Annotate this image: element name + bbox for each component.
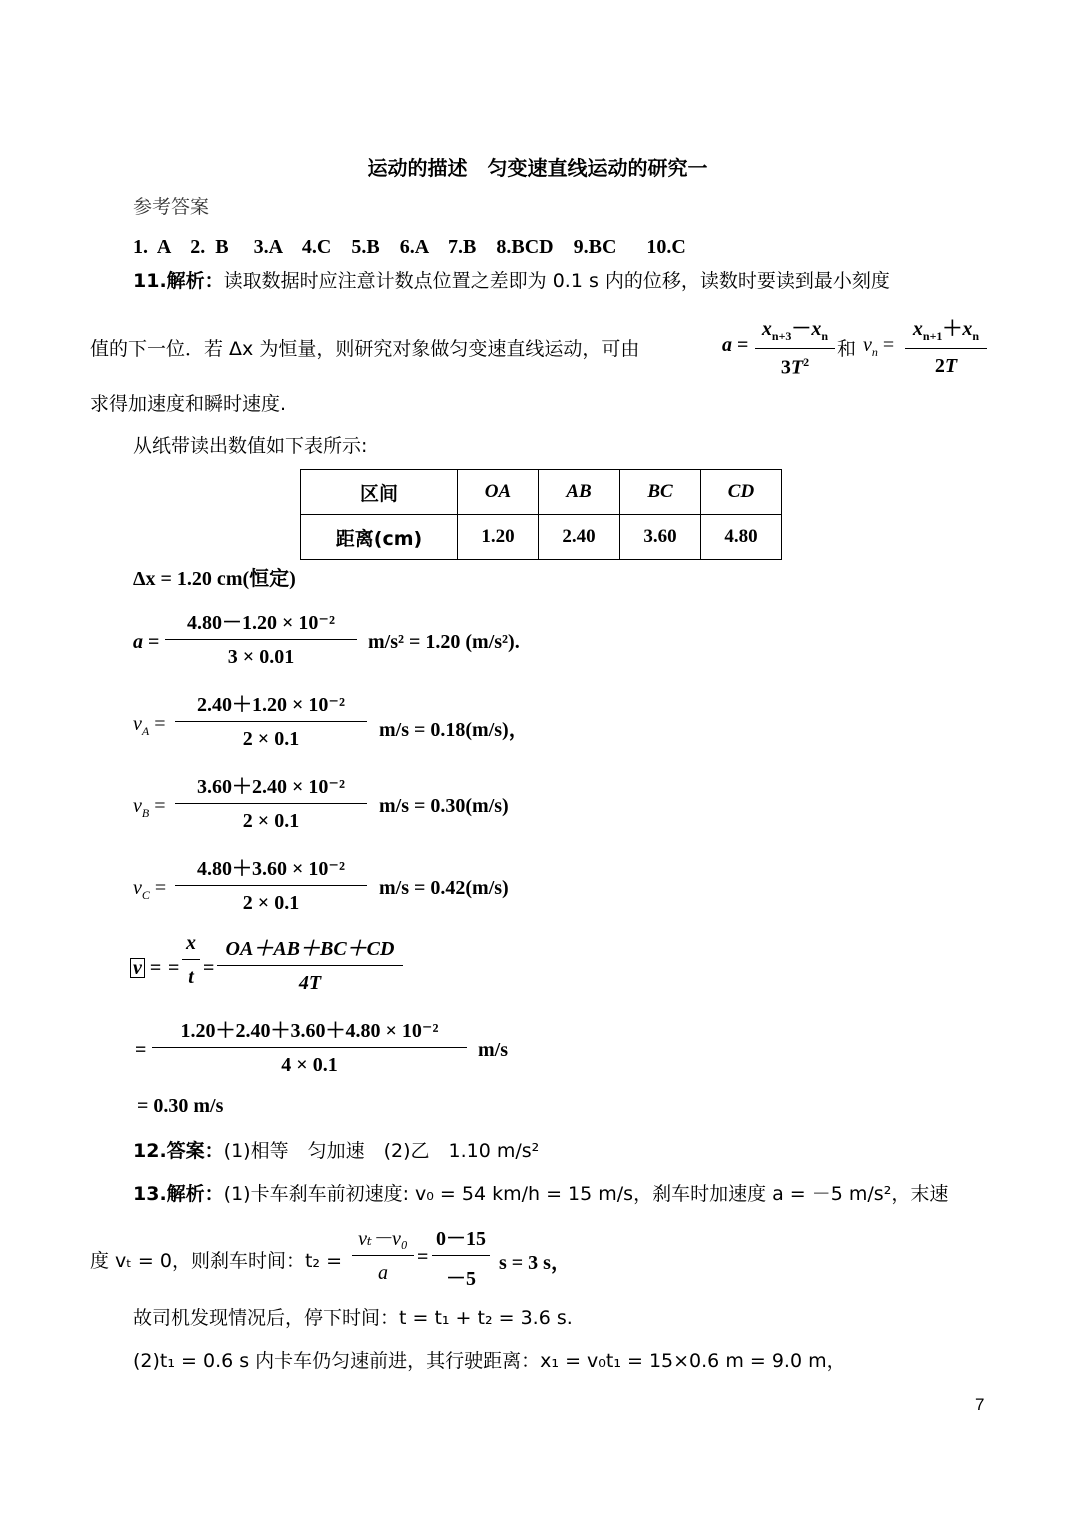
- vsum-denominator: 4 × 0.1: [281, 1054, 338, 1076]
- vC-denominator: 2 × 0.1: [242, 892, 300, 914]
- answer-key-heading: 参考答案: [133, 196, 210, 218]
- table-cell: 距离(cm): [301, 515, 458, 560]
- f1-denominator: a: [378, 1262, 388, 1284]
- table-header: CD: [701, 470, 782, 515]
- eq-sign: =: [417, 1246, 429, 1268]
- a-result: m/s² = 1.20 (m/s²).: [368, 631, 520, 653]
- page-number: 7: [975, 1395, 985, 1414]
- time-result: s = 3 s，: [499, 1252, 571, 1274]
- q13-line1: [133, 1179, 948, 1206]
- f2-numerator: 0－15: [436, 1228, 486, 1250]
- a-numerator: 4.80－1.20 × 10⁻²: [187, 612, 335, 634]
- table-header: OA: [458, 470, 539, 515]
- data-table: [300, 469, 782, 560]
- accel-formula: $x_{n+3}-x_n$ $3T^2$: [755, 312, 835, 380]
- eq-sign: =: [168, 957, 180, 979]
- a-lhs: a =: [133, 631, 160, 653]
- vB-denominator: 2 × 0.1: [242, 810, 300, 832]
- table-row: [301, 470, 782, 515]
- vA-denominator: 2 × 0.1: [242, 728, 300, 750]
- q11-text1: 读取数据时应注意计数点位置之差即为 0.1 s 内的位移，读数时要读到最小刻度: [223, 270, 890, 292]
- vbar-result: = 0.30 m/s: [137, 1095, 224, 1117]
- table-cell: 4.80: [701, 515, 782, 560]
- q11-label: 11.解析：: [133, 270, 224, 292]
- vel-formula: $x_{n+1}+x_n$ 2T: [905, 312, 987, 378]
- q13-line3: 故司机发现情况后，停下时间：t = t₁ + t₂ = 3.6 s.: [133, 1307, 573, 1329]
- f2-denominator: －5: [446, 1268, 476, 1290]
- time-fraction-1: [352, 1222, 414, 1285]
- table-cell: 2.40: [539, 515, 620, 560]
- and-text: 和: [837, 338, 857, 360]
- page-title: 运动的描述 匀变速直线运动的研究一: [367, 156, 708, 180]
- vsum-numerator: 1.20＋2.40＋3.60＋4.80 × 10⁻²: [180, 1020, 439, 1042]
- q11-line1: [133, 266, 890, 293]
- table-cell: 3.60: [620, 515, 701, 560]
- q13-label: 13.解析：: [133, 1183, 224, 1205]
- a-denominator: 3 × 0.01: [227, 646, 295, 668]
- time-fraction-2: [432, 1222, 490, 1291]
- vA-result: m/s = 0.18(m/s)，: [379, 719, 529, 741]
- q12-text: (1)相等 匀加速 (2)乙 1.10 m/s²: [223, 1140, 540, 1162]
- vB-lhs: $v_B$ =: [133, 795, 166, 820]
- answers-line: 1. A 2. B 3.A 4.C 5.B 6.A 7.B 8.BCD 9.BC 10.C: [133, 236, 686, 258]
- vC-fraction: [175, 852, 367, 915]
- q11-line4: 从纸带读出数值如下表所示:: [133, 435, 368, 457]
- vB-fraction: [175, 770, 367, 833]
- vbar-fraction: [217, 932, 403, 995]
- x-over-t: x t: [182, 932, 200, 989]
- accel-formula-lhs: a =: [722, 334, 749, 356]
- vel-formula-lhs: $v_n$ =: [863, 334, 895, 359]
- vB-result: m/s = 0.30(m/s): [379, 795, 509, 817]
- eq-sign: =: [203, 957, 215, 979]
- vA-numerator: 2.40＋1.20 × 10⁻²: [197, 694, 345, 716]
- f1-numerator: vₜ－v₀: [358, 1228, 408, 1250]
- eq-sign: =: [135, 1039, 147, 1061]
- vbar-numerator: OA＋AB＋BC＋CD: [225, 938, 395, 960]
- table-header: BC: [620, 470, 701, 515]
- vA-lhs: $v_A$ =: [133, 713, 166, 738]
- vC-numerator: 4.80＋3.60 × 10⁻²: [197, 858, 345, 880]
- vsum-unit: m/s: [478, 1039, 508, 1061]
- vbar-lhs: v =: [130, 957, 161, 980]
- q13-line4: (2)t₁ = 0.6 s 内卡车仍匀速前进，其行驶距离：x₁ = v₀t₁ = 15×0.6 m = 9.0 m，: [133, 1350, 846, 1372]
- vB-numerator: 3.60＋2.40 × 10⁻²: [197, 776, 345, 798]
- delta-x-line: Δx = 1.20 cm(恒定): [133, 568, 296, 590]
- vA-fraction: [175, 688, 367, 751]
- q11-line3: 求得加速度和瞬时速度.: [90, 393, 287, 415]
- q11-line2: 值的下一位．若 Δx 为恒量，则研究对象做匀变速直线运动，可由: [90, 338, 640, 360]
- q12-label: 12.答案：: [133, 1140, 224, 1162]
- q13-line2: 度 vₜ = 0，则刹车时间：t₂ =: [90, 1250, 343, 1272]
- q13-text1: (1)卡车刹车前初速度: v₀ = 54 km/h = 15 m/s，刹车时加速度 a = －5 m/s²，末速: [223, 1183, 949, 1205]
- vbar-denominator: 4T: [298, 972, 322, 994]
- table-row: [301, 515, 782, 560]
- a-fraction: [165, 606, 357, 669]
- vC-lhs: $v_C$ =: [133, 877, 167, 902]
- q12-line: [133, 1136, 539, 1163]
- table-cell: 1.20: [458, 515, 539, 560]
- table-header: 区间: [301, 470, 458, 515]
- vsum-fraction: [152, 1014, 467, 1077]
- vC-result: m/s = 0.42(m/s): [379, 877, 509, 899]
- table-header: AB: [539, 470, 620, 515]
